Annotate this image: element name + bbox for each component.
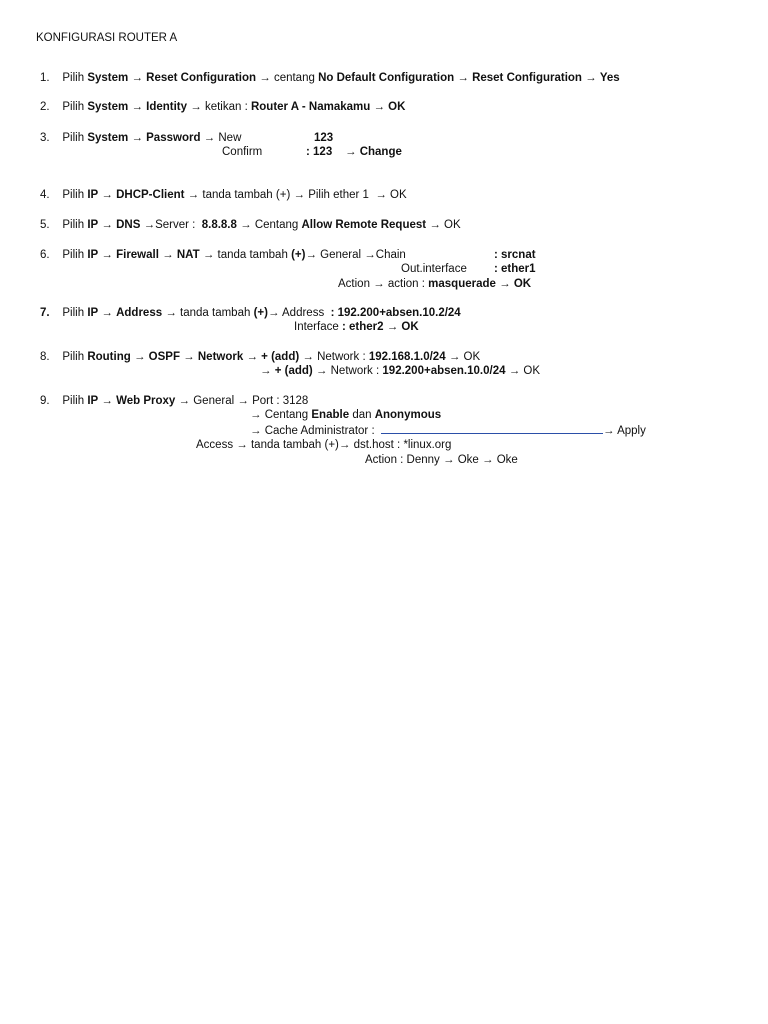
arrow-icon: → <box>315 365 328 377</box>
arrow-icon: → <box>259 72 271 84</box>
step-6: 6. Pilih IP → Firewall → NAT → tanda tambah (+)→ General →Chain <box>40 249 406 261</box>
arrow-icon: → <box>499 278 511 290</box>
arrow-icon: → <box>131 132 143 144</box>
arrow-icon: → <box>190 101 202 113</box>
arrow-icon: → <box>364 249 376 261</box>
arrow-icon: → <box>386 321 399 333</box>
arrow-icon: → <box>101 307 113 319</box>
arrow-icon: → <box>373 101 385 113</box>
arrow-icon: → <box>250 425 262 437</box>
arrow-icon: → <box>165 307 177 319</box>
arrow-icon: → <box>443 454 455 466</box>
arrow-icon: → <box>373 278 385 290</box>
arrow-icon: → <box>101 219 113 231</box>
step-number: 5. <box>40 219 50 231</box>
step-3: 3. Pilih System → Password → New <box>40 132 242 144</box>
arrow-icon: → <box>101 395 113 407</box>
arrow-icon: → <box>302 351 314 363</box>
step-2: 2. Pilih System → Identity → ketikan : Router A - Namakamu → OK <box>40 101 406 113</box>
cache-admin-blank-line <box>381 423 603 434</box>
arrow-icon: → <box>131 101 143 113</box>
arrow-icon: → <box>203 132 216 144</box>
arrow-icon: → <box>585 72 597 84</box>
arrow-icon: → <box>101 189 113 201</box>
step-1: 1. Pilih System → Reset Configuration → centang No Default Configuration → Reset Configuration → Yes <box>40 72 620 84</box>
arrow-icon: → <box>101 249 113 261</box>
step-number: 3. <box>40 132 50 144</box>
arrow-icon: → <box>250 409 262 421</box>
step-8: 8. Pilih Routing → OSPF → Network → + (add) → Network : 192.168.1.0/24 → OK <box>40 351 481 363</box>
step-number: 2. <box>40 101 50 113</box>
arrow-icon: → <box>240 219 252 231</box>
arrow-icon: → <box>603 425 615 437</box>
arrow-icon: → <box>237 395 249 407</box>
step-number: 4. <box>40 189 50 201</box>
arrow-icon: → <box>131 72 143 84</box>
arrow-icon: → <box>375 189 387 201</box>
arrow-icon: → <box>202 249 215 261</box>
page-title: KONFIGURASI ROUTER A <box>36 32 178 44</box>
arrow-icon: → <box>143 219 156 231</box>
arrow-icon: → <box>457 72 469 84</box>
arrow-icon: → <box>187 189 200 201</box>
arrow-icon: → <box>345 146 357 158</box>
step-number: 9. <box>40 395 50 407</box>
arrow-icon: → <box>338 439 351 451</box>
arrow-icon: → <box>429 219 441 231</box>
step-4: 4. Pilih IP → DHCP-Client → tanda tambah (+) → Pilih ether 1 → OK <box>40 189 407 201</box>
step-9: 9. Pilih IP → Web Proxy → General → Port : 3128 <box>40 395 309 407</box>
arrow-icon: → <box>482 454 494 466</box>
step-number: 7. <box>40 307 50 319</box>
arrow-icon: → <box>448 351 461 363</box>
arrow-icon: → <box>162 249 174 261</box>
arrow-icon: → <box>293 189 305 201</box>
step-7: 7. Pilih IP → Address → tanda tambah (+)→ Address : 192.200+absen.10.2/24 <box>40 307 461 319</box>
arrow-icon: → <box>178 395 191 407</box>
arrow-icon: → <box>183 351 195 363</box>
step-number: 1. <box>40 72 50 84</box>
arrow-icon: → <box>267 307 280 319</box>
arrow-icon: → <box>508 365 521 377</box>
step-number: 6. <box>40 249 50 261</box>
arrow-icon: → <box>236 439 248 451</box>
step-5: 5. Pilih IP → DNS →Server : 8.8.8.8 → Centang Allow Remote Request → OK <box>40 219 461 231</box>
arrow-icon: → <box>246 351 258 363</box>
step-number: 8. <box>40 351 50 363</box>
arrow-icon: → <box>133 351 146 363</box>
arrow-icon: → <box>305 249 317 261</box>
arrow-icon: → <box>260 365 272 377</box>
